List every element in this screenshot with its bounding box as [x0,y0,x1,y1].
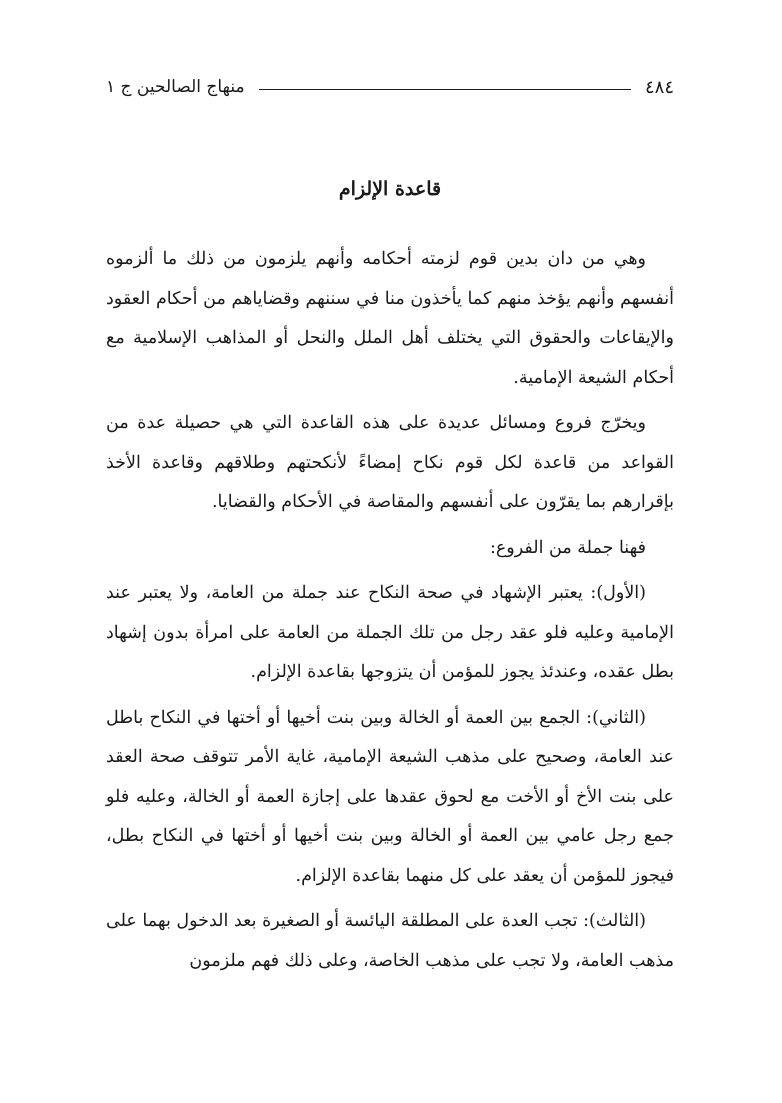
paragraph: (الثالث): تجب العدة على المطلقة اليائسة أو الصغيرة بعد الدخول بهما على مذهب العامة، ولا تجب على مذهب الخاصة، وعلى ذلك فهم ملزمون [106,911,674,971]
paragraph: (الثاني): الجمع بين العمة أو الخالة وبين بنت أخيها أو أختها في النكاح باطل عند العامة، وصحيح على مذهب الشيعة الإمامية، غاية الأمر تتوقف صحة العقد على بنت الأخ أو الأخت مع لحوق عقدها على إجازة العمة أو الخالة، وعليه فلو جمع رجل عامي بين العمة أو الخالة وبين بنت أخيها أو أختها في النكاح بطل، فيجوز للمؤمن أن يعقد على كل منهما بقاعدة الإلزام. [106,707,674,886]
body-text [106,240,674,987]
paragraph: ويخرّج فروع ومسائل عديدة على هذه القاعدة التي هي حصيلة عدة من القواعد من قاعدة لكل قوم نكاح إمضاءً لأنكحتهم وطلاقهم وقاعدة الأخذ بإقرارهم بما يقرّون على أنفسهم والمقاصة في الأحكام والقضايا. [106,413,674,512]
page-header [106,72,674,102]
running-title: منهاج الصالحين ج ١ [106,77,245,97]
paragraph: فهنا جملة من الفروع: [489,537,646,558]
paragraph: (الأول): يعتبر الإشهاد في صحة النكاح عند جملة من العامة، ولا يعتبر عند الإمامية وعليه فلو عقد رجل من تلك الجملة من العامة على امرأة بدون إشهاد بطل عقده، وعندئذ يجوز للمؤمن أن يتزوجها بقاعدة الإلزام. [106,583,674,682]
paragraph: وهي من دان بدين قوم لزمته أحكامه وأنهم يلزمون من ذلك ما ألزموه أنفسهم وأنهم يؤخذ منهم كما يأخذون منا في سننهم وقضاياهم من أحكام العقود والإيقاعات والحقوق التي يختلف أهل الملل والنحل أو المذاهب الإسلامية مع أحكام الشيعة الإمامية. [106,249,674,388]
header-rule [259,89,631,90]
page-number: ٤٨٤ [644,76,674,98]
section-title: قاعدة الإلزام [338,178,442,200]
